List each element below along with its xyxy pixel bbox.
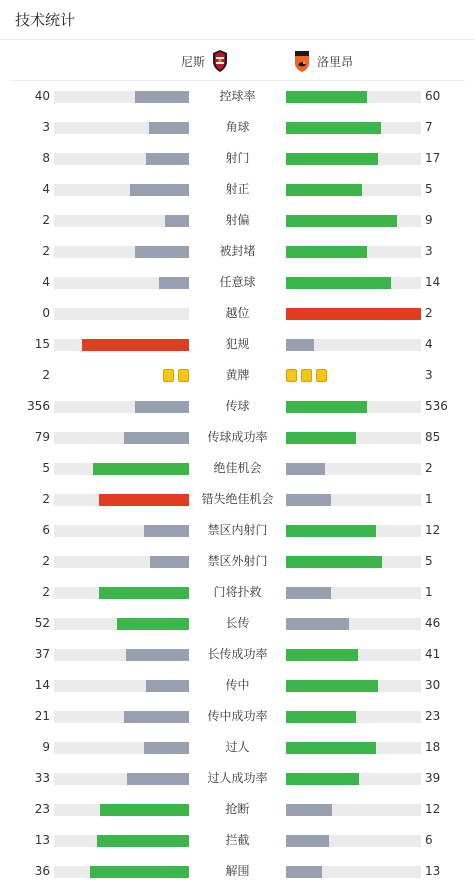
away-value: 18 xyxy=(425,740,441,754)
stat-label: 任意球 xyxy=(219,275,256,289)
home-value: 9 xyxy=(42,740,50,754)
stat-row xyxy=(0,608,475,639)
away-value: 13 xyxy=(425,864,441,878)
stat-label: 门将扑救 xyxy=(213,585,262,599)
away-bar-fill xyxy=(286,401,367,413)
home-bar-fill xyxy=(124,711,189,723)
yellow-card-icon xyxy=(301,369,312,382)
away-value: 1 xyxy=(425,492,433,506)
stat-label: 过人 xyxy=(225,740,250,754)
away-bar-track xyxy=(286,277,421,289)
away-bar-track xyxy=(286,680,421,692)
stat-row xyxy=(0,546,475,577)
stat-row xyxy=(0,453,475,484)
away-bar-track xyxy=(286,742,421,754)
away-bar-track xyxy=(286,91,421,103)
home-bar-track xyxy=(54,866,189,878)
home-bar-fill xyxy=(135,401,189,413)
stat-label: 绝佳机会 xyxy=(213,461,262,475)
home-bar-fill xyxy=(126,649,189,661)
home-bar-track xyxy=(54,649,189,661)
home-bar-fill xyxy=(149,122,190,134)
home-bar-track xyxy=(54,432,189,444)
home-value: 2 xyxy=(42,213,50,227)
stat-row xyxy=(0,329,475,360)
away-bar-track xyxy=(286,339,421,351)
home-value: 356 xyxy=(27,399,50,413)
home-value: 21 xyxy=(34,709,50,723)
away-bar-track xyxy=(286,153,421,165)
away-bar-fill xyxy=(286,804,332,816)
away-bar-fill xyxy=(286,432,356,444)
home-value: 79 xyxy=(34,430,50,444)
home-bar-track xyxy=(54,246,189,258)
away-bar-fill xyxy=(286,184,362,196)
stat-label: 射正 xyxy=(225,182,250,196)
home-bar-fill xyxy=(82,339,189,351)
away-yellow-cards xyxy=(286,369,327,382)
home-bar-track xyxy=(54,525,189,537)
away-value: 12 xyxy=(425,523,441,537)
home-bar-fill xyxy=(144,525,189,537)
stat-row xyxy=(0,701,475,732)
home-bar-fill xyxy=(127,773,189,785)
away-value: 12 xyxy=(425,802,441,816)
away-value: 5 xyxy=(425,554,433,568)
away-bar-fill xyxy=(286,463,325,475)
home-value: 15 xyxy=(34,337,50,351)
away-bar-track xyxy=(286,494,421,506)
away-bar-track xyxy=(286,587,421,599)
home-bar-track xyxy=(54,494,189,506)
yellow-card-icon xyxy=(178,369,189,382)
home-bar-track xyxy=(54,556,189,568)
stat-row xyxy=(0,143,475,174)
away-bar-fill xyxy=(286,215,397,227)
away-bar-track xyxy=(286,122,421,134)
stat-row xyxy=(0,670,475,701)
away-value: 14 xyxy=(425,275,441,289)
home-bar-track xyxy=(54,804,189,816)
away-value: 5 xyxy=(425,182,433,196)
stat-label: 长传成功率 xyxy=(207,647,268,661)
home-bar-track xyxy=(54,618,189,630)
away-bar-track xyxy=(286,649,421,661)
away-bar-fill xyxy=(286,773,359,785)
stat-label: 错失绝佳机会 xyxy=(201,492,274,506)
away-value: 41 xyxy=(425,647,441,661)
stat-row xyxy=(0,112,475,143)
away-value: 85 xyxy=(425,430,441,444)
home-bar-fill xyxy=(93,463,189,475)
stat-label: 传中 xyxy=(225,678,250,692)
away-value: 17 xyxy=(425,151,441,165)
stat-row xyxy=(0,484,475,515)
home-bar-track xyxy=(54,773,189,785)
home-value: 0 xyxy=(42,306,50,320)
page-title: 技术统计 xyxy=(15,11,76,29)
home-value: 40 xyxy=(34,89,50,103)
away-bar-fill xyxy=(286,866,322,878)
away-value: 3 xyxy=(425,368,433,382)
stat-row xyxy=(0,825,475,856)
home-bar-track xyxy=(54,122,189,134)
home-value: 37 xyxy=(34,647,50,661)
home-bar-fill xyxy=(99,587,189,599)
away-bar-track xyxy=(286,308,421,320)
home-bar-track xyxy=(54,153,189,165)
away-bar-fill xyxy=(286,246,367,258)
home-bar-track xyxy=(54,277,189,289)
stat-label: 被封堵 xyxy=(219,244,256,258)
stat-label: 过人成功率 xyxy=(207,771,268,785)
home-team-name: 尼斯 xyxy=(180,54,205,69)
home-value: 4 xyxy=(42,275,50,289)
stat-label: 抢断 xyxy=(225,802,250,816)
home-bar-track xyxy=(54,680,189,692)
home-bar-fill xyxy=(124,432,189,444)
yellow-card-icon xyxy=(286,369,297,382)
away-bar-track xyxy=(286,556,421,568)
away-value: 7 xyxy=(425,120,433,134)
away-value: 30 xyxy=(425,678,441,692)
stat-label: 禁区内射门 xyxy=(207,523,268,537)
stat-label: 射门 xyxy=(225,151,250,165)
stat-row xyxy=(0,763,475,794)
away-value: 6 xyxy=(425,833,433,847)
away-bar-fill xyxy=(286,742,376,754)
away-value: 536 xyxy=(425,399,448,413)
away-bar-fill xyxy=(286,835,329,847)
home-bar-track xyxy=(54,184,189,196)
home-value: 23 xyxy=(34,802,50,816)
stat-row xyxy=(0,732,475,763)
away-bar-fill xyxy=(286,339,314,351)
away-value: 1 xyxy=(425,585,433,599)
home-value: 2 xyxy=(42,554,50,568)
stat-row xyxy=(0,422,475,453)
home-value: 13 xyxy=(34,833,50,847)
stat-row xyxy=(0,515,475,546)
home-bar-fill xyxy=(135,246,189,258)
stat-label: 传中成功率 xyxy=(207,709,268,723)
stat-label: 角球 xyxy=(225,120,250,134)
home-bar-fill xyxy=(146,680,189,692)
stat-label: 射偏 xyxy=(225,213,250,227)
away-bar-fill xyxy=(286,556,382,568)
home-bar-fill xyxy=(165,215,189,227)
home-bar-track xyxy=(54,91,189,103)
stat-row xyxy=(0,391,475,422)
away-bar-track xyxy=(286,835,421,847)
home-bar-track xyxy=(54,835,189,847)
stat-label: 越位 xyxy=(225,306,250,320)
away-value: 60 xyxy=(425,89,441,103)
away-bar-track xyxy=(286,804,421,816)
home-value: 2 xyxy=(42,244,50,258)
stat-label: 犯规 xyxy=(225,337,250,351)
home-value: 33 xyxy=(34,771,50,785)
away-value: 9 xyxy=(425,213,433,227)
home-bar-fill xyxy=(135,91,189,103)
teams-bar xyxy=(10,41,465,81)
stat-label: 长传 xyxy=(225,616,250,630)
home-value: 2 xyxy=(42,368,50,382)
away-bar-track xyxy=(286,215,421,227)
away-team[interactable] xyxy=(293,49,353,73)
away-value: 4 xyxy=(425,337,433,351)
home-value: 2 xyxy=(42,585,50,599)
home-bar-track xyxy=(54,711,189,723)
home-bar-fill xyxy=(99,494,189,506)
home-team[interactable] xyxy=(181,49,229,73)
home-bar-track xyxy=(54,215,189,227)
stat-row xyxy=(0,236,475,267)
away-bar-fill xyxy=(286,91,367,103)
home-bar-fill xyxy=(146,153,189,165)
stat-label: 传球成功率 xyxy=(207,430,268,444)
home-bar-track xyxy=(54,463,189,475)
away-value: 2 xyxy=(425,461,433,475)
home-bar-fill xyxy=(100,804,189,816)
home-value: 52 xyxy=(34,616,50,630)
away-bar-fill xyxy=(286,494,331,506)
away-value: 2 xyxy=(425,306,433,320)
home-bar-track xyxy=(54,587,189,599)
away-bar-track xyxy=(286,618,421,630)
page-header xyxy=(0,0,475,40)
stat-row xyxy=(0,174,475,205)
away-bar-fill xyxy=(286,525,376,537)
stat-label: 黄牌 xyxy=(225,368,250,382)
stat-row xyxy=(0,794,475,825)
away-bar-fill xyxy=(286,122,381,134)
away-bar-track xyxy=(286,246,421,258)
home-value: 5 xyxy=(42,461,50,475)
home-value: 6 xyxy=(42,523,50,537)
away-bar-fill xyxy=(286,618,349,630)
away-value: 23 xyxy=(425,709,441,723)
stat-row xyxy=(0,856,475,887)
away-bar-track xyxy=(286,773,421,785)
away-value: 39 xyxy=(425,771,441,785)
home-bar-fill xyxy=(150,556,189,568)
home-bar-fill xyxy=(117,618,189,630)
away-bar-track xyxy=(286,711,421,723)
stats-list xyxy=(0,81,475,887)
away-team-name: 洛里昂 xyxy=(317,54,354,69)
stat-row xyxy=(0,639,475,670)
stat-label: 解围 xyxy=(225,864,250,878)
away-value: 3 xyxy=(425,244,433,258)
home-bar-track xyxy=(54,308,189,320)
away-bar-fill xyxy=(286,711,356,723)
away-bar-track xyxy=(286,525,421,537)
away-bar-fill xyxy=(286,587,331,599)
away-bar-fill xyxy=(286,153,378,165)
lorient-crest-icon xyxy=(293,49,311,73)
home-value: 3 xyxy=(42,120,50,134)
home-bar-track xyxy=(54,742,189,754)
home-bar-fill xyxy=(130,184,189,196)
yellow-card-icon xyxy=(316,369,327,382)
stat-row xyxy=(0,205,475,236)
stat-label: 控球率 xyxy=(219,89,256,103)
away-bar-fill xyxy=(286,649,358,661)
away-bar-fill xyxy=(286,277,391,289)
stat-row xyxy=(0,81,475,112)
away-bar-track xyxy=(286,463,421,475)
home-value: 8 xyxy=(42,151,50,165)
away-bar-track xyxy=(286,184,421,196)
stat-label: 传球 xyxy=(225,399,250,413)
away-bar-track xyxy=(286,866,421,878)
home-bar-fill xyxy=(97,835,189,847)
home-bar-track xyxy=(54,339,189,351)
home-value: 4 xyxy=(42,182,50,196)
home-value: 14 xyxy=(34,678,50,692)
home-value: 36 xyxy=(34,864,50,878)
nice-crest-icon xyxy=(211,49,229,73)
stat-row xyxy=(0,298,475,329)
yellow-card-icon xyxy=(163,369,174,382)
away-value: 46 xyxy=(425,616,441,630)
stat-row xyxy=(0,267,475,298)
away-bar-fill xyxy=(286,680,378,692)
home-bar-track xyxy=(54,401,189,413)
stat-label: 拦截 xyxy=(225,833,250,847)
home-bar-fill xyxy=(159,277,189,289)
stat-row xyxy=(0,360,475,391)
home-value: 2 xyxy=(42,492,50,506)
home-bar-fill xyxy=(144,742,189,754)
away-bar-track xyxy=(286,401,421,413)
home-bar-fill xyxy=(90,866,189,878)
away-bar-fill xyxy=(286,308,421,320)
away-bar-track xyxy=(286,432,421,444)
stat-label: 禁区外射门 xyxy=(207,554,268,568)
stat-row xyxy=(0,577,475,608)
home-yellow-cards xyxy=(163,369,189,382)
